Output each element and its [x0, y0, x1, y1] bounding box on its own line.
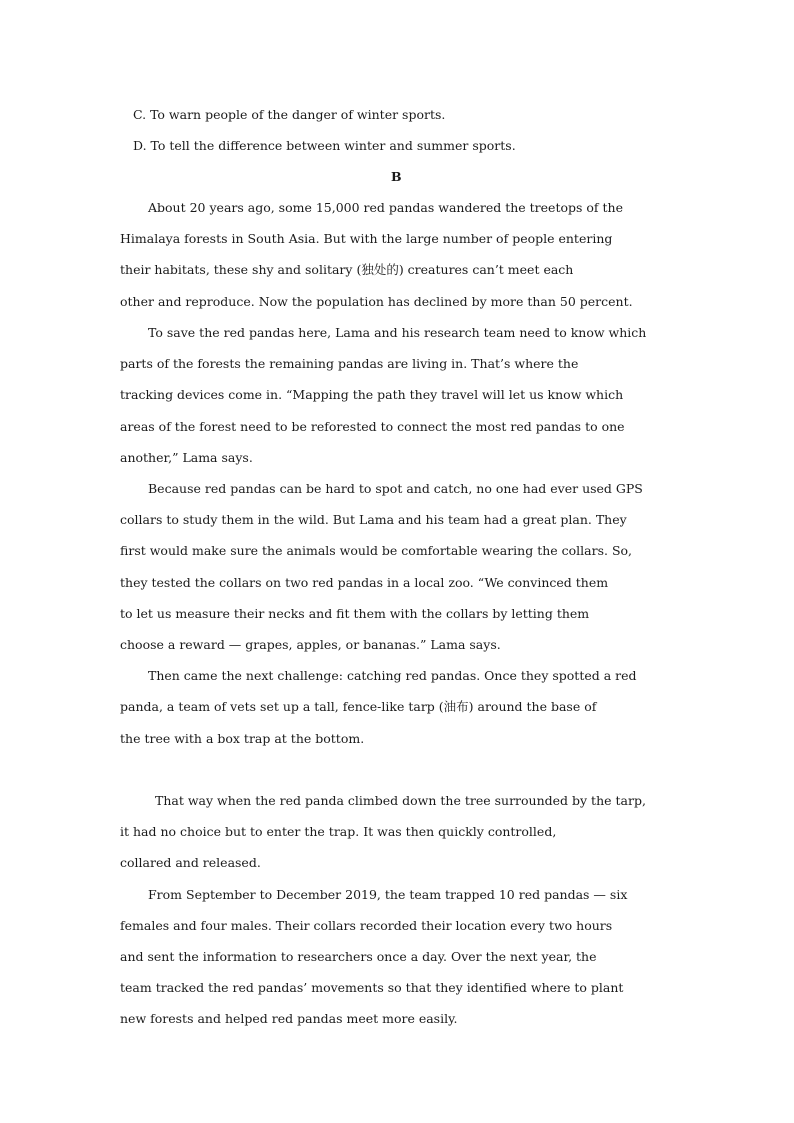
- paragraph-2-line: areas of the forest need to be reforested to connect the most red pandas to one: [120, 419, 625, 434]
- paragraph-2-line: tracking devices come in. “Mapping the path they travel will let us know which: [120, 387, 624, 402]
- paragraph-2-line: To save the red pandas here, Lama and his research team need to know which: [148, 325, 647, 340]
- paragraph-5-line: collared and released.: [120, 855, 261, 870]
- paragraph-4-line: the tree with a box trap at the bottom.: [120, 731, 365, 746]
- paragraph-3-line: collars to study them in the wild. But Lama and his team had a great plan. They: [120, 512, 627, 527]
- paragraph-6-line: and sent the information to researchers once a day. Over the next year, the: [120, 949, 597, 964]
- paragraph-1-line: About 20 years ago, some 15,000 red pandas wandered the treetops of the: [148, 200, 623, 215]
- paragraph-3-line: to let us measure their necks and fit them with the collars by letting them: [120, 606, 590, 621]
- section-heading: B: [391, 169, 402, 184]
- paragraph-6-line: new forests and helped red pandas meet more easily.: [120, 1011, 458, 1026]
- paragraph-1-line: their habitats, these shy and solitary (独处的) creatures can’t meet each: [120, 262, 574, 277]
- paragraph-5-line: That way when the red panda climbed down the tree surrounded by the tarp,: [155, 793, 646, 808]
- paragraph-3-line: first would make sure the animals would be comfortable wearing the collars. So,: [120, 543, 633, 558]
- paragraph-5-line: it had no choice but to enter the trap. It was then quickly controlled,: [120, 824, 557, 839]
- paragraph-6-line: females and four males. Their collars recorded their location every two hours: [120, 918, 613, 933]
- paragraph-6-line: From September to December 2019, the team trapped 10 red pandas — six: [148, 887, 628, 902]
- option-d: D. To tell the difference between winter and summer sports.: [133, 138, 516, 153]
- paragraph-2-line: another,” Lama says.: [120, 450, 253, 465]
- paragraph-6-line: team tracked the red pandas’ movements so that they identified where to plant: [120, 980, 624, 995]
- paragraph-3-line: Because red pandas can be hard to spot and catch, no one had ever used GPS: [148, 481, 643, 496]
- paragraph-4-line: Then came the next challenge: catching red pandas. Once they spotted a red: [148, 668, 637, 683]
- paragraph-1-line: other and reproduce. Now the population has declined by more than 50 percent.: [120, 294, 633, 309]
- paragraph-2-line: parts of the forests the remaining pandas are living in. That’s where the: [120, 356, 579, 371]
- paragraph-3-line: choose a reward — grapes, apples, or bananas.” Lama says.: [120, 637, 501, 652]
- option-c: C. To warn people of the danger of winter sports.: [133, 107, 446, 122]
- paragraph-4-line: panda, a team of vets set up a tall, fence-like tarp (油布) around the base of: [120, 699, 597, 714]
- paragraph-3-line: they tested the collars on two red pandas in a local zoo. “We convinced them: [120, 575, 609, 590]
- paragraph-1-line: Himalaya forests in South Asia. But with the large number of people entering: [120, 231, 613, 246]
